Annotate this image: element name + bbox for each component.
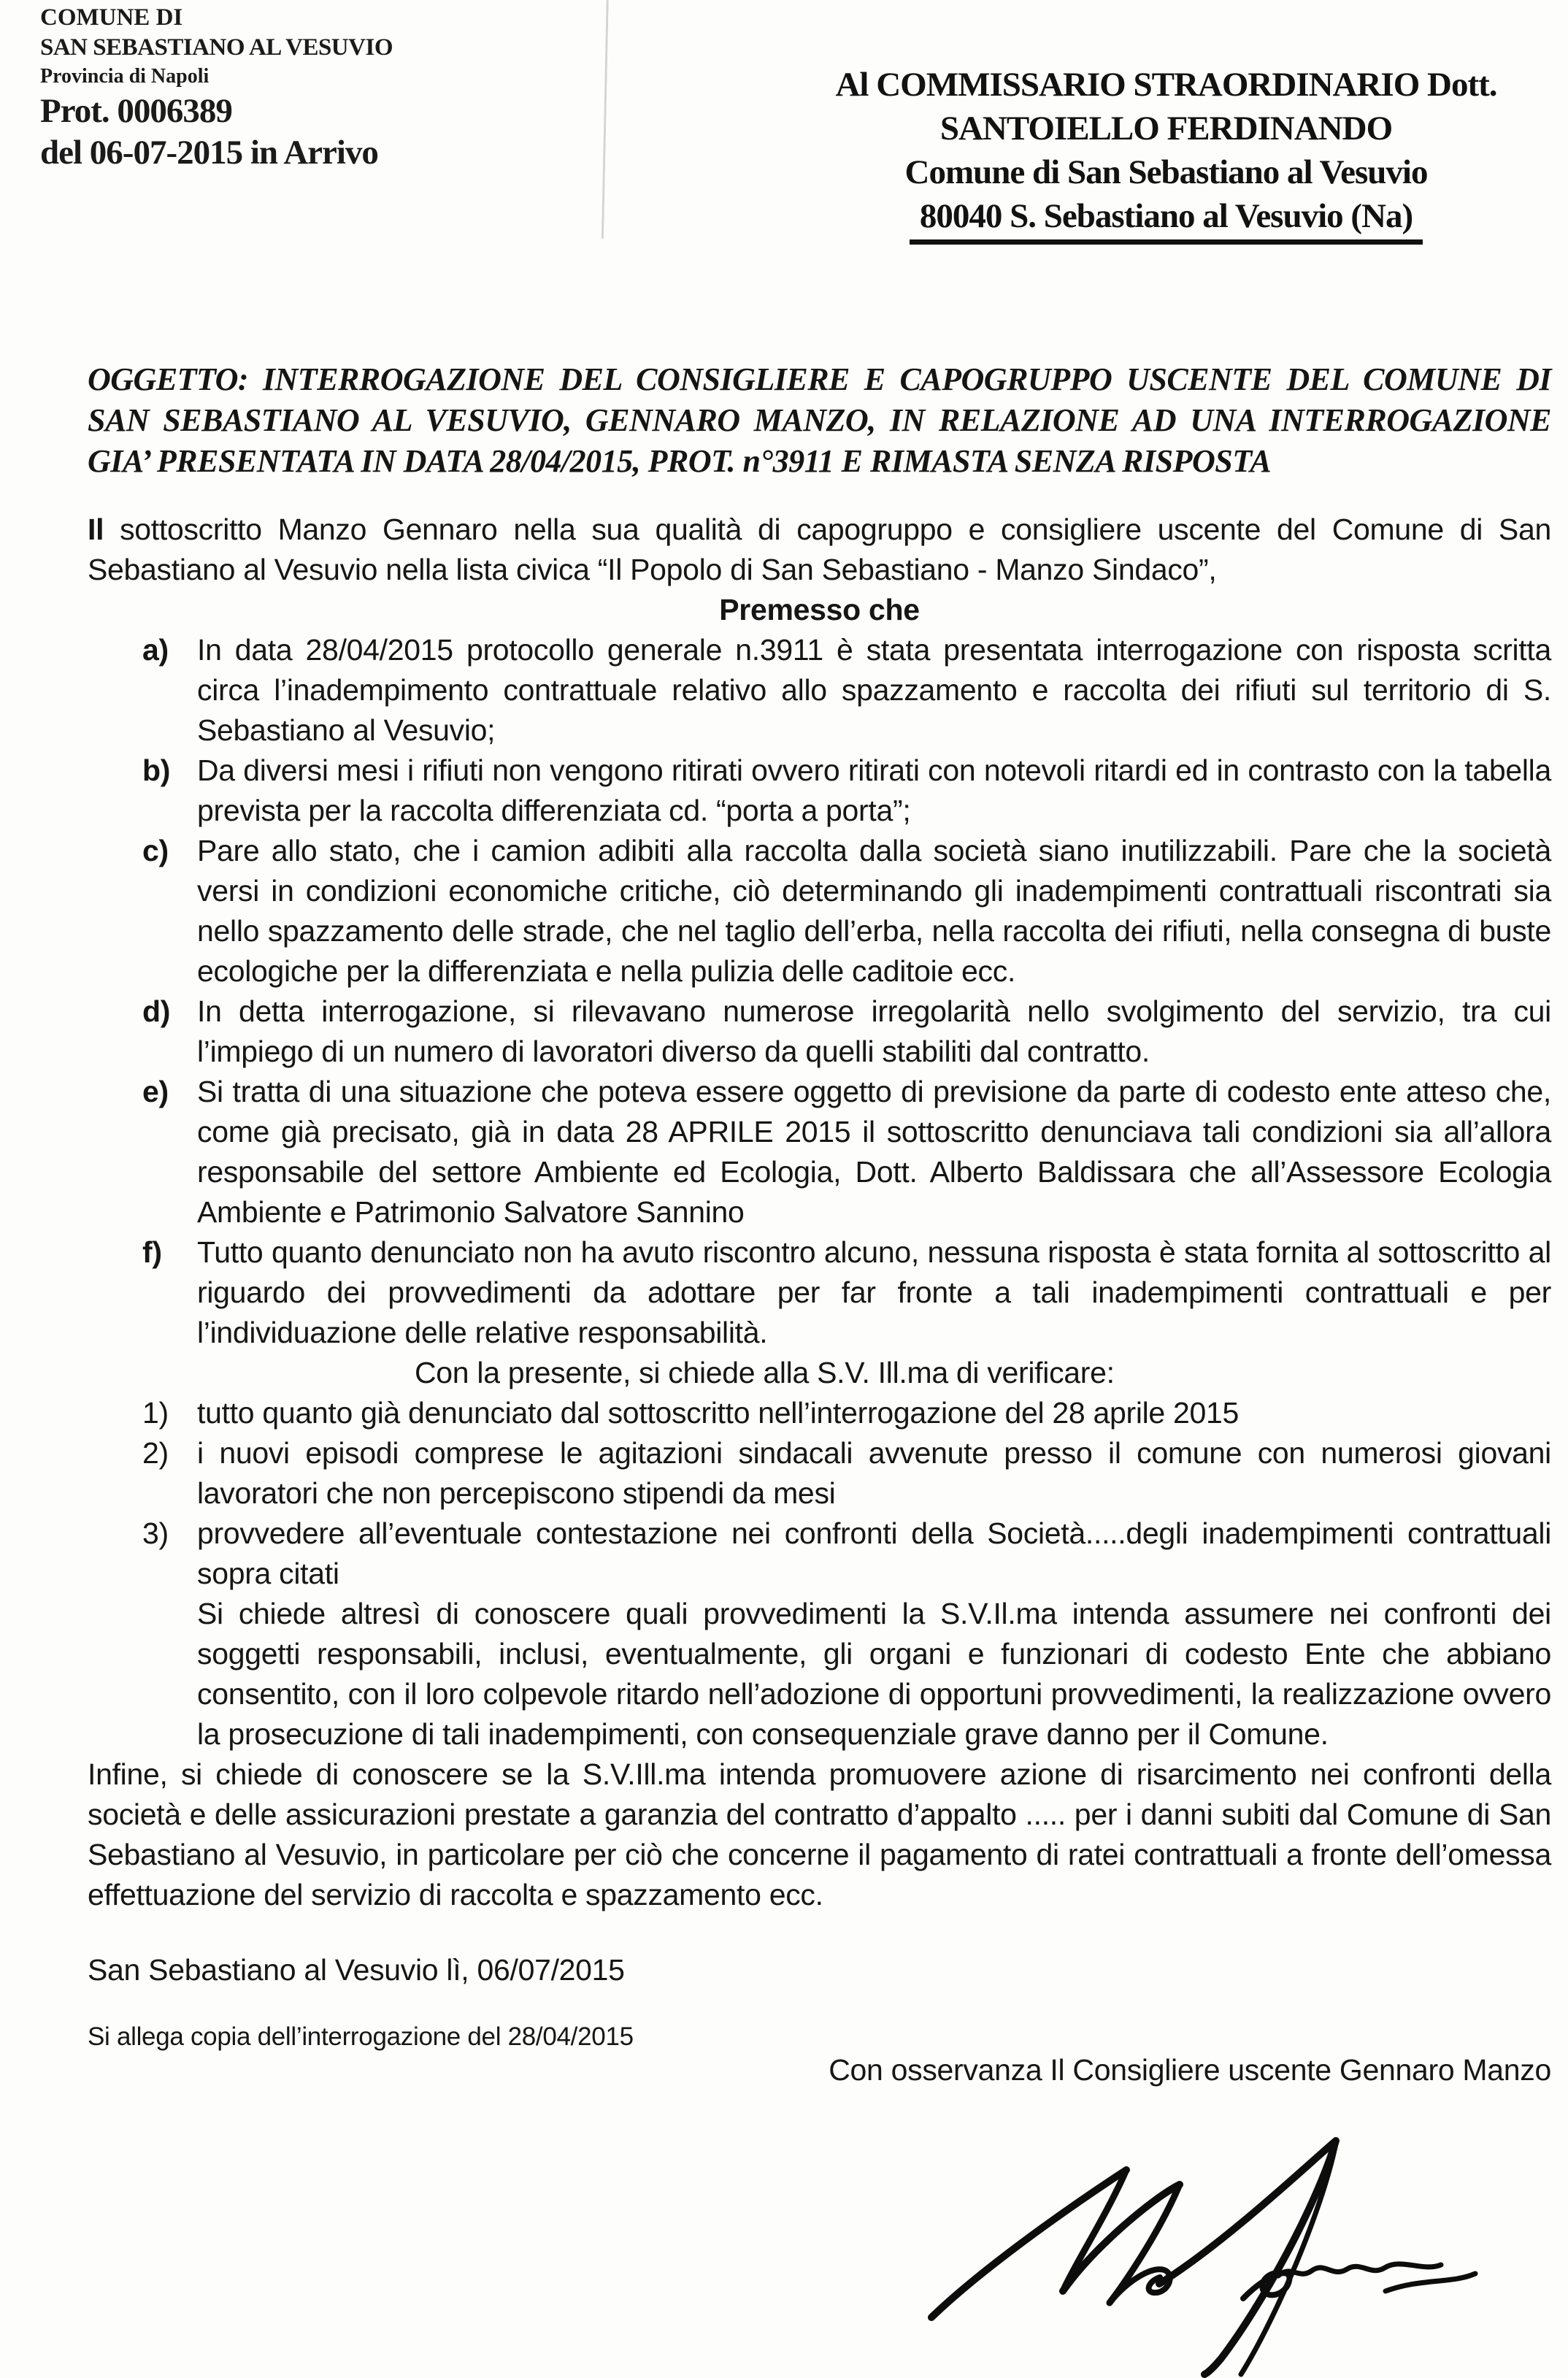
premise-heading: Premesso che <box>719 593 920 626</box>
list-item-text: provvedere all’eventuale contestazione nei confronti della Società.....degli inadempimenti contrattuali sopra citati <box>197 1516 1551 1590</box>
list-item-label: f) <box>142 1235 162 1269</box>
numbered-list <box>142 1393 1551 1594</box>
lettered-list <box>142 630 1551 1353</box>
list-item-label: d) <box>142 994 171 1028</box>
list-item-text: tutto quanto già denunciato dal sottoscritto nell’interrogazione del 28 aprile 2015 <box>197 1396 1240 1430</box>
scan-corner-artifact <box>466 0 610 239</box>
list-item-text: In data 28/04/2015 protocollo generale n.3911 è stata presentata interrogazione con risposta scritta circa l’inadempimento contrattuale relativo allo spazzamento e raccolta dei rifiuti sul territorio di S. Sebastiano al Vesuvio; <box>197 633 1551 747</box>
recipient-municipality: Comune di San Sebastiano al Vesuvio <box>904 153 1428 191</box>
intro-lead: Il <box>88 513 104 546</box>
stamp-province: Provincia di Napoli <box>40 65 210 88</box>
intro-paragraph <box>88 510 1551 590</box>
list-item <box>142 1232 1551 1353</box>
recipient-address-text: 80040 S. Sebastiano al Vesuvio (Na) <box>910 194 1423 245</box>
list-item-label: e) <box>142 1075 169 1108</box>
list-item-text: Si tratta di una situazione che poteva essere oggetto di previsione da parte di codesto ente atteso che, come già precisato, già in data 28 APRILE 2015 il sottoscritto denunciava tali condizioni sia all’allora responsabile del settore Ambiente ed Ecologia, Dott. Alberto Baldissara che all’Assessore Ecologia Ambiente e Patrimonio Salvatore Sannino <box>197 1075 1551 1229</box>
recipient-title: Al COMMISSARIO STRAORDINARIO Dott. <box>835 66 1497 104</box>
subject-label: OGGETTO: <box>88 361 249 397</box>
list-item-label: 2) <box>142 1436 169 1470</box>
list-item-label: c) <box>142 834 169 867</box>
recipient-name: SANTOIELLO FERDINANDO <box>939 110 1393 147</box>
intro-text: sottoscritto Manzo Gennaro nella sua qualità di capogruppo e consigliere uscente del Comune di San Sebastiano al Vesuvio nella lista civica “Il Popolo di San Sebastiano - Manzo Sindaco”, <box>88 513 1551 586</box>
list-item <box>142 1393 1551 1433</box>
subject-text: INTERROGAZIONE DEL CONSIGLIERE E CAPOGRUPPO USCENTE DEL COMUNE DI SAN SEBASTIANO AL VESUVIO, GENNARO MANZO, IN RELAZIONE AD UNA INTERROGAZIONE GIA’ PRESENTATA IN DATA 28/04/2015, PROT. n°3911 E RIMASTA SENZA RISPOSTA <box>88 361 1551 479</box>
list-item <box>142 831 1551 992</box>
stamp-municipality-line2: SAN SEBASTIANO AL VESUVIO <box>40 34 393 61</box>
attachment-note: Si allega copia dell’interrogazione del 28/04/2015 <box>88 2022 634 2051</box>
handwritten-signature <box>918 2163 1488 2374</box>
closing-paragraph-2: Infine, si chiede di conoscere se la S.V.Ill.ma intenda promuovere azione di risarcimento nei confronti della società e delle assicurazioni prestate a garanzia del contratto d’appalto ..... per i danni subiti dal Comune di San Sebastiano al Vesuvio, in particolare per ciò che concerne il pagamento di ratei contrattuali a fronte dell’omessa effettuazione del servizio di raccolta e spazzamento ecc. <box>88 1757 1551 1911</box>
signoff-line: Con osservanza Il Consigliere uscente Gennaro Manzo <box>829 2053 1551 2087</box>
signature-icon <box>918 2163 1488 2374</box>
list-item-text: i nuovi episodi comprese le agitazioni sindacali avvenute presso il comune con numerosi giovani lavoratori che non percepiscono stipendi da mesi <box>197 1436 1551 1510</box>
protocol-stamp <box>40 6 393 170</box>
list-item <box>142 1514 1551 1594</box>
list-item <box>142 1433 1551 1514</box>
list-item-label: 1) <box>142 1396 169 1430</box>
stamp-municipality-line1: COMUNE DI <box>40 4 183 31</box>
list-item <box>142 992 1551 1072</box>
stamp-protocol-number: Prot. 0006389 <box>40 92 232 130</box>
list-item <box>142 1072 1551 1232</box>
closing-paragraph-1: Si chiede altresì di conoscere quali provvedimenti la S.V.Il.ma intenda assumere nei confronti dei soggetti responsabili, inclusi, eventualmente, gli organi e funzionari di codesto Ente che abbiano consentito, con il loro colpevole ritardo nell’adozione di opportuni provvedimenti, la realizzazione ovvero la prosecuzione di tali inadempimenti, con consequenziale grave danno per il Comune. <box>197 1597 1551 1751</box>
list-item-text: Da diversi mesi i rifiuti non vengono ritirati ovvero ritirati con notevoli ritardi ed in contrasto con la tabella prevista per la raccolta differenziata cd. “porta a porta”; <box>197 753 1551 827</box>
list-item <box>142 751 1551 831</box>
list-item <box>142 630 1551 751</box>
list-item-text: In detta interrogazione, si rilevavano numerose irregolarità nello svolgimento del servizio, tra cui l’impiego di un numero di lavoratori diverso da quelli stabiliti dal contratto. <box>197 994 1551 1068</box>
list-item-label: b) <box>142 753 171 787</box>
request-intro-line: Con la presente, si chiede alla S.V. Ill.ma di verificare: <box>415 1356 1115 1389</box>
list-item-text: Tutto quanto denunciato non ha avuto riscontro alcuno, nessuna risposta è stata fornita al sottoscritto al riguardo dei provvedimenti da adottare per far fronte a tali inadempimenti contrattuali e per l’individuazione delle relative responsabilità. <box>197 1235 1551 1349</box>
letter-body <box>88 359 1551 2090</box>
place-date-line: San Sebastiano al Vesuvio lì, 06/07/2015 <box>88 1953 625 1987</box>
list-item-label: a) <box>142 633 169 667</box>
recipient-address <box>774 194 1559 245</box>
stamp-protocol-date: del 06-07-2015 in Arrivo <box>40 134 378 172</box>
list-item-text: Pare allo stato, che i camion adibiti alla raccolta dalla società siano inutilizzabili. Pare che la società versi in condizioni economiche critiche, ciò determinando gli inadempimenti contrattuali riscontrati sia nello spazzamento delle strade, che nel taglio dell’erba, nella raccolta dei rifiuti, nella consegna di buste ecologiche per la differenziata e nella pulizia delle caditoie ecc. <box>197 834 1551 988</box>
subject-line <box>88 359 1551 482</box>
recipient-block <box>774 63 1559 245</box>
list-item-label: 3) <box>142 1516 169 1550</box>
